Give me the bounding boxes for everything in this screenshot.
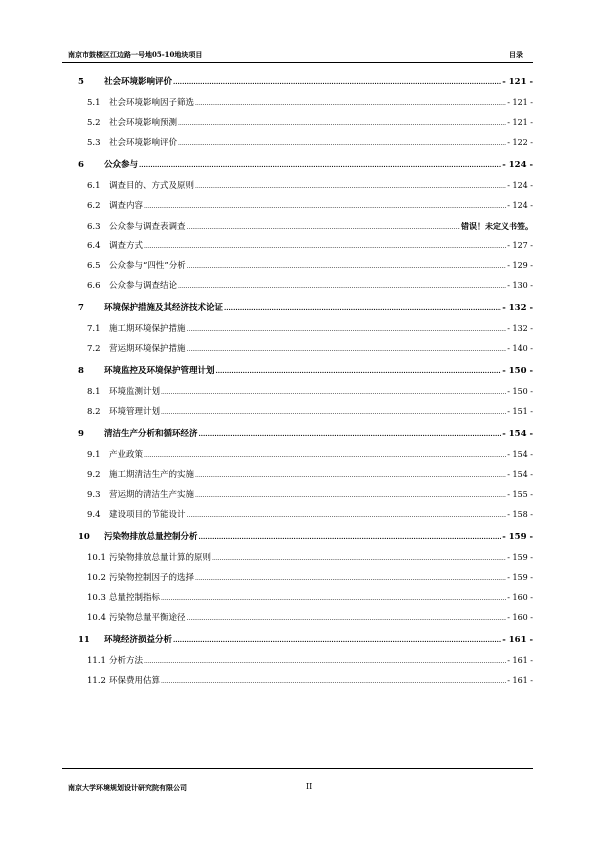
toc-entry-number: 6.2 [87,201,101,211]
toc-dot-leader [139,155,501,176]
toc-entry-title: 污染物控制因子的选择 [109,573,195,583]
toc-entry-page: - 160 - [507,613,533,622]
toc-entry-number: 10.1 [87,553,106,563]
toc-dot-leader [161,589,506,609]
toc-section-entry[interactable] [78,588,533,608]
toc-entry-title: 公众参与调查结论 [109,281,178,291]
toc-chapter-entry[interactable] [78,155,533,176]
toc-entry-page: - 159 - [502,532,533,542]
toc-entry-page: - 158 - [507,510,533,519]
toc-entry-page: - 132 - [502,303,533,313]
toc-entry-title: 调查方式 [109,241,144,251]
toc-dot-leader [187,257,507,277]
toc-entry-title: 公众参与“四性”分析 [109,261,186,271]
toc-entry-title: 总量控制指标 [109,593,161,603]
toc-entry-title: 环保费用估算 [109,676,161,686]
toc-dot-leader [173,72,501,93]
toc-section-entry[interactable] [78,485,533,505]
toc-chapter-entry[interactable] [78,298,533,319]
toc-entry-title: 施工期环境保护措施 [109,324,186,334]
toc-entry-page: - 150 - [502,366,533,376]
toc-section-entry[interactable] [78,319,533,339]
toc-section-entry[interactable] [78,651,533,671]
toc-entry-title: 环境监测计划 [109,387,161,397]
toc-dot-leader [173,630,501,651]
toc-entry-number: 5.2 [87,118,101,128]
toc-dot-leader [144,446,506,466]
toc-entry-page: - 127 - [507,241,533,250]
toc-entry-page: - 151 - [507,407,533,416]
toc-entry-title: 污染物总量平衡途径 [109,613,186,623]
toc-entry-page: - 124 - [507,201,533,210]
toc-entry-number: 10 [78,532,90,542]
toc-section-entry[interactable] [78,382,533,402]
toc-dot-leader [224,298,501,319]
toc-dot-leader [187,340,507,360]
toc-section-entry[interactable] [78,465,533,485]
toc-entry-page: - 160 - [507,593,533,602]
toc-entry-title: 社会环境影响预测 [109,118,178,128]
toc-chapter-entry[interactable] [78,424,533,445]
toc-entry-page: - 124 - [507,181,533,190]
toc-section-entry[interactable] [78,339,533,359]
toc-entry-number: 7 [78,303,84,313]
toc-dot-leader [195,177,506,197]
toc-entry-number: 5.3 [87,138,101,148]
toc-entry-number: 6 [78,160,84,170]
toc-entry-title: 污染物排放总量控制分析 [104,532,198,542]
toc-entry-title: 清洁生产分析和循环经济 [104,429,198,439]
toc-entry-page: - 161 - [507,656,533,665]
toc-entry-page: - 140 - [507,344,533,353]
toc-entry-title: 环境监控及环境保护管理计划 [104,366,215,376]
toc-entry-page: - 132 - [507,324,533,333]
toc-section-entry[interactable] [78,93,533,113]
toc-dot-leader [216,361,502,382]
toc-dot-leader [161,403,506,423]
toc-entry-title: 营运期环境保护措施 [109,344,186,354]
toc-dot-leader [161,383,506,403]
toc-dot-leader [178,277,506,297]
toc-section-entry[interactable] [78,176,533,196]
toc-section-entry[interactable] [78,276,533,296]
toc-dot-leader [187,506,507,526]
toc-entry-page: - 154 - [502,429,533,439]
header-project-title: 南京市鼓楼区江边路一号地05-10地块项目 [68,50,203,59]
toc-entry-number: 8.1 [87,387,101,397]
toc-entry-title: 分析方法 [109,656,144,666]
toc-entry-number: 10.3 [87,593,106,603]
toc-chapter-entry[interactable] [78,361,533,382]
toc-section-entry[interactable] [78,133,533,153]
toc-dot-leader [187,218,460,238]
toc-entry-page: - 129 - [507,261,533,270]
toc-entry-number: 9.1 [87,450,101,460]
toc-entry-error-text: 错误！未定义书签。 [461,221,533,231]
toc-entry-number: 11.1 [87,656,106,666]
toc-dot-leader [144,197,506,217]
toc-section-entry[interactable] [78,671,533,691]
toc-section-entry[interactable] [78,608,533,628]
toc-entry-page: - 121 - [507,118,533,127]
toc-entry-number: 9 [78,429,84,439]
toc-dot-leader [144,237,506,257]
footer-page-number: II [306,782,313,791]
toc-entry-page: - 159 - [507,573,533,582]
toc-entry-number: 5 [78,77,84,87]
toc-entry-title: 环境经济损益分析 [104,635,173,645]
page-footer [62,768,533,792]
toc-section-entry[interactable] [78,568,533,588]
toc-entry-page: - 154 - [507,470,533,479]
toc-entry-title: 施工期清洁生产的实施 [109,470,195,480]
toc-entry-title: 环境管理计划 [109,407,161,417]
toc-dot-leader [178,134,506,154]
toc-entry-number: 7.2 [87,344,101,354]
toc-entry-title: 调查内容 [109,201,144,211]
toc-chapter-entry[interactable] [78,527,533,548]
page-header [62,40,533,63]
toc-section-entry[interactable] [78,445,533,465]
toc-section-entry[interactable] [78,256,533,276]
toc-entry-number: 6.4 [87,241,101,251]
toc-entry-page: - 124 - [502,160,533,170]
toc-dot-leader [199,424,502,445]
toc-entry-number: 9.3 [87,490,101,500]
toc-entry-number: 5.1 [87,98,101,108]
toc-entry-title: 调查目的、方式及原则 [109,181,195,191]
toc-entry-page: - 121 - [507,98,533,107]
header-section-label: 目录 [509,50,523,59]
toc-entry-title: 社会环境影响评价 [109,138,178,148]
toc-entry-number: 10.4 [87,613,106,623]
toc-entry-number: 7.1 [87,324,101,334]
toc-entry-title: 建设项目的节能设计 [109,510,186,520]
toc-entry-title: 污染物排放总量计算的原则 [109,553,212,563]
toc-dot-leader [199,527,502,548]
toc-entry-page: - 159 - [507,553,533,562]
toc-entry-number: 6.1 [87,181,101,191]
toc-chapter-entry[interactable] [78,630,533,651]
toc-entry-number: 6.5 [87,261,101,271]
toc-section-entry[interactable] [78,505,533,525]
toc-entry-number: 11 [78,635,90,645]
toc-entry-page: - 154 - [507,450,533,459]
toc-section-entry[interactable] [78,113,533,133]
toc-dot-leader [187,320,507,340]
toc-entry-number: 10.2 [87,573,106,583]
toc-entry-number: 6.6 [87,281,101,291]
toc-entry-title: 社会环境影响评价 [104,77,173,87]
table-of-contents [78,70,533,691]
toc-section-entry[interactable] [78,196,533,216]
toc-entry-title: 公众参与调查表调查 [109,222,186,232]
toc-entry-title: 产业政策 [109,450,144,460]
toc-section-entry[interactable] [78,236,533,256]
toc-entry-number: 11.2 [87,676,106,686]
toc-entry-page: - 161 - [507,676,533,685]
toc-chapter-entry[interactable] [78,72,533,93]
toc-section-entry[interactable] [78,402,533,422]
toc-entry-title: 环境保护措施及其经济技术论证 [104,303,224,313]
toc-entry-number: 9.4 [87,510,101,520]
toc-dot-leader [195,94,506,114]
toc-entry-title: 营运期的清洁生产实施 [109,490,195,500]
toc-entry-page: - 130 - [507,281,533,290]
toc-entry-page: - 150 - [507,387,533,396]
toc-entry-number: 8 [78,366,84,376]
toc-entry-number: 9.2 [87,470,101,480]
toc-dot-leader [161,672,506,692]
toc-entry-number: 8.2 [87,407,101,417]
toc-entry-title: 社会环境影响因子筛选 [109,98,195,108]
toc-dot-leader [195,486,506,506]
toc-entry-title: 公众参与 [104,160,139,170]
toc-entry-page: - 121 - [502,77,533,87]
toc-dot-leader [144,652,506,672]
toc-dot-leader [195,466,506,486]
toc-entry-page: - 161 - [502,635,533,645]
toc-entry-page: - 122 - [507,138,533,147]
toc-dot-leader [187,609,507,629]
toc-section-entry[interactable] [78,548,533,568]
toc-entry-page: - 155 - [507,490,533,499]
toc-section-entry[interactable] [78,216,533,236]
toc-dot-leader [178,114,506,134]
toc-dot-leader [212,549,506,569]
toc-entry-number: 6.3 [87,222,101,232]
footer-organization: 南京大学环境规划设计研究院有限公司 [68,783,187,792]
toc-dot-leader [195,569,506,589]
